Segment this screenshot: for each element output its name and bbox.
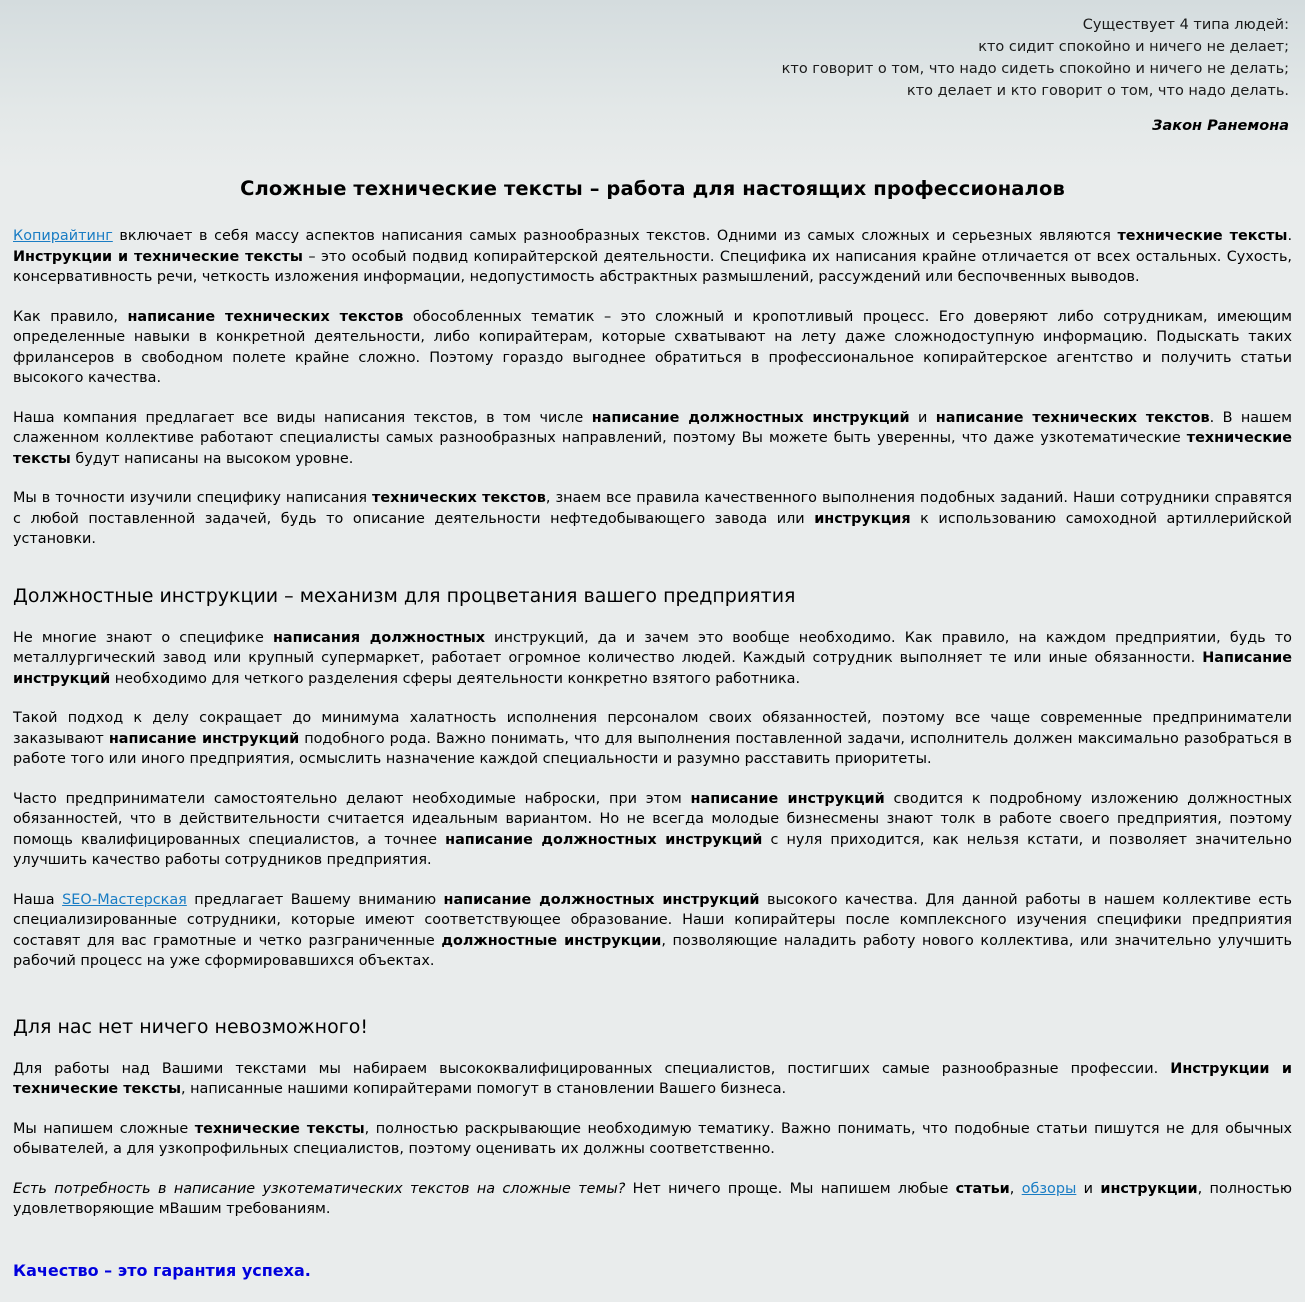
text-run: высокого качества. Для данной работы в нашем коллективе есть специализированные сотрудники, которые имеют соответствующее образование. Наши копирайтеры после комплексного изучения специфики предприятия составят для вас грамотные и четко разграниченные bbox=[13, 891, 1293, 949]
paragraph-8 bbox=[13, 890, 1292, 972]
text-run: Мы в точности изучили специфику написания bbox=[13, 490, 373, 506]
text-run: Наша bbox=[13, 891, 63, 908]
text-run: и bbox=[909, 409, 936, 426]
epigraph-line-3: кто говорит о том, что надо сидеть спокойно и ничего не делать; bbox=[781, 61, 1289, 77]
text-run: , позволяющие наладить работу нового коллектива, или значительно улучшить рабочий процесс на уже сформировавшихся объектах. bbox=[13, 932, 1292, 969]
text-run: включает в себя массу аспектов написания самых разнообразных текстов. Одними из самых сложных и серьезных являются bbox=[112, 228, 1118, 244]
seo-masterskaya-link[interactable]: SEO-Мастерская bbox=[62, 891, 187, 908]
paragraph-11 bbox=[13, 1179, 1292, 1220]
text-run: Как правило, bbox=[13, 308, 128, 325]
epigraph-block bbox=[0, 0, 1305, 136]
paragraph-6 bbox=[13, 708, 1292, 770]
text-run: подобного рода. Важно понимать, что для выполнения поставленной задачи, исполнитель должен максимально разобраться в работе того или иного предприятия, осмыслить назначение каждой специальности и разумно расставить приоритеты. bbox=[13, 730, 1293, 767]
text-bold: написание должностных инструкций bbox=[591, 409, 910, 426]
text-run: и bbox=[1076, 1180, 1101, 1197]
text-bold: Написание инструкций bbox=[13, 650, 1292, 687]
paragraph-7 bbox=[13, 789, 1292, 871]
text-bold: инструкция bbox=[814, 510, 911, 527]
paragraph-5 bbox=[13, 628, 1292, 690]
text-run: Нет ничего проще. Мы напишем любые bbox=[625, 1180, 956, 1197]
epigraph-line-4: кто делает и кто говорит о том, что надо делать. bbox=[906, 83, 1289, 99]
epigraph-line-2: кто сидит спокойно и ничего не делает; bbox=[978, 39, 1289, 55]
copywriting-link[interactable]: Копирайтинг bbox=[13, 228, 113, 244]
epigraph-author: Закон Ранемона bbox=[1152, 118, 1289, 134]
text-run: Часто предприниматели самостоятельно делают необходимые наброски, при этом bbox=[13, 790, 691, 807]
epigraph-line-1: Существует 4 типа людей: bbox=[1082, 17, 1289, 33]
text-run: , полностью раскрывающие необходимую тематику. Важно понимать, что подобные статьи пишутся не для обычных обывателей, а для узкопрофильных специалистов, поэтому оценивать их должны соответственно. bbox=[13, 1120, 1292, 1157]
paragraph-3 bbox=[13, 408, 1292, 470]
text-bold: написание технических текстов bbox=[127, 308, 404, 325]
text-bold: технические тексты bbox=[13, 430, 1292, 467]
section-title-job-instructions: Должностные инструкции – механизм для процветания вашего предприятия bbox=[13, 584, 796, 607]
text-run: Для работы над Вашими текстами мы набираем высококвалифицированных специалистов, постигших самые разнообразные профессии. bbox=[13, 1060, 1171, 1077]
text-run: сводится к подробному изложению должностных обязанностей, что в действительности считается идеальным вариантом. Но не всегда молодые бизнесмены знают толк в работе своего предприятия, поэтому помощь квалифицированных специалистов, а точнее bbox=[13, 790, 1292, 848]
text-run: . bbox=[1287, 228, 1293, 244]
text-run: предлагает Вашему вниманию bbox=[186, 891, 444, 908]
text-bold: статьи bbox=[955, 1180, 1010, 1197]
paragraph-10 bbox=[13, 1119, 1292, 1160]
text-bold: должностные инструкции bbox=[441, 932, 662, 949]
text-run: инструкций, да и зачем это вообще необходимо. Как правило, на каждом предприятии, будь то металлургический завод или крупный супермаркет, работает огромное количество людей. Каждый сотрудник выполняет те или иные обязанности. bbox=[13, 629, 1292, 666]
text-bold: Инструкции и технические тексты bbox=[13, 248, 303, 265]
text-bold: написание инструкций bbox=[690, 790, 885, 807]
text-bold: написания должностных bbox=[272, 629, 486, 646]
text-bold: Инструкции и технические тексты bbox=[13, 1060, 1293, 1097]
text-bold: написание должностных инструкций bbox=[443, 891, 760, 908]
text-run: к использованию самоходной артиллерийской установки. bbox=[13, 510, 1293, 547]
text-bold: инструкции bbox=[1100, 1180, 1198, 1197]
paragraph-1 bbox=[13, 226, 1292, 288]
text-bold: написание должностных инструкций bbox=[445, 831, 763, 848]
page-title: Сложные технические тексты – работа для настоящих профессионалов bbox=[240, 177, 1065, 200]
paragraph-4 bbox=[13, 488, 1292, 550]
section-title-nothing-impossible: Для нас нет ничего невозможного! bbox=[13, 1015, 368, 1038]
text-run: , знаем все правила качественного выполнения подобных заданий. Наши сотрудники справятся с любой поставленной задачей, будь то описание деятельности нефтедобывающего завода или bbox=[13, 490, 1292, 527]
text-bold: написание технических текстов bbox=[935, 409, 1210, 426]
footer-slogan: Качество – это гарантия успеха. bbox=[13, 1260, 311, 1280]
reviews-link[interactable]: обзоры bbox=[1021, 1180, 1077, 1197]
text-run: . В нашем слаженном коллективе работают специалисты самых разнообразных направлений, поэтому Вы можете быть уверенны, что даже узкотематические bbox=[13, 409, 1293, 446]
text-italic: Есть потребность в написание узкотематических текстов на сложные темы? bbox=[13, 1180, 626, 1197]
text-bold: технических текстов bbox=[372, 490, 546, 506]
text-run: Мы напишем сложные bbox=[13, 1120, 195, 1137]
paragraph-9 bbox=[13, 1059, 1292, 1100]
text-run: , написанные нашими копирайтерами помогут в становлении Вашего бизнеса. bbox=[180, 1081, 787, 1097]
text-run: будут написаны на высоком уровне. bbox=[70, 450, 354, 467]
text-run: необходимо для четкого разделения сферы деятельности конкретно взятого работника. bbox=[110, 670, 801, 687]
text-run: , bbox=[1009, 1180, 1022, 1197]
text-run: Не многие знают о специфике bbox=[13, 629, 273, 646]
text-run: обособленных тематик – это сложный и кропотливый процесс. Его доверяют либо сотрудникам, имеющим определенные навыки в конкретной деятельности, либо копирайтерам, которые схватывают на лету даже сложнодоступную информацию. Подыскать таких фрилансеров в свободном полете крайне сложно. Поэтому гораздо выгоднее обратиться в профессиональное копирайтерское агентство и получить статьи высокого качества. bbox=[13, 308, 1292, 386]
text-run: Наша компания предлагает все виды написания текстов, в том числе bbox=[13, 409, 592, 426]
text-run: с нуля приходится, как нельзя кстати, и позволяет значительно улучшить качество работы сотрудников предприятия. bbox=[13, 831, 1292, 868]
text-bold: технические тексты bbox=[1117, 228, 1288, 244]
text-run: Такой подход к делу сокращает до минимума халатность исполнения персоналом своих обязанностей, поэтому все чаще современные предприниматели заказывают bbox=[13, 710, 1292, 747]
paragraph-2 bbox=[13, 307, 1292, 389]
article-content bbox=[0, 176, 1305, 1302]
text-run: – это особый подвид копирайтерской деятельности. Специфика их написания крайне отличается от всех остальных. Сухость, консервативность речи, четкость изложения информации, недопустимость абстрактных размышлений, рассуждений или беспочвенных выводов. bbox=[13, 248, 1292, 285]
text-bold: написание инструкций bbox=[108, 730, 300, 747]
text-run: , полностью удовлетворяющие мВашим требованиям. bbox=[13, 1180, 1292, 1217]
text-bold: технические тексты bbox=[194, 1120, 365, 1137]
